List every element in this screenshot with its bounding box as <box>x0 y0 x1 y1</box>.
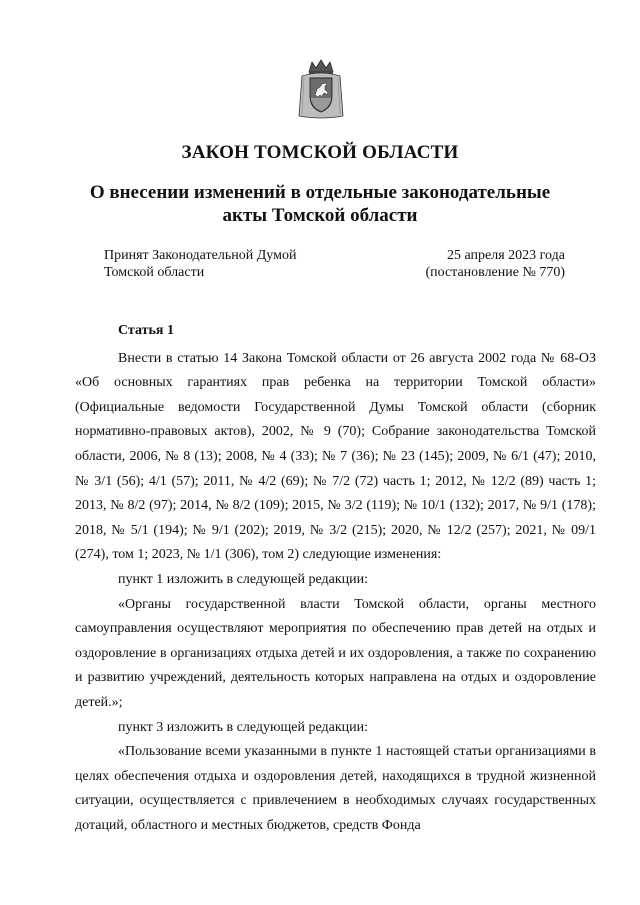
paragraph: пункт 3 изложить в следующей редакции: <box>118 719 368 735</box>
article-heading: Статья 1 <box>118 323 174 338</box>
adopted-by-line: Принят Законодательной Думой <box>104 248 297 263</box>
paragraph: Внести в статью 14 Закона Томской области от 26 августа 2002 года № 68-ОЗ «Об основных гарантиях прав ребенка на территории Томской области» (Официальные ведомости Государственной Думы Томской области (сборник нормативно-правовых актов), 2002, № 9 (70); Собрание законодательства Томской области, 2006, № 8 (13); 2008, № 4 (33); № 7 (36); № 23 (145); 2009, № 6/1 (47); 2010, № 3/1 (56); 4/1 (57); 2011, № 4/2 (69); № 7/2 (72) часть 1; 2012, № 12/2 (89) часть 1; 2013, № 8/2 (97); 2014, № 8/2 (109); 2015, № 3/2 (119); № 10/1 (132); 2017, № 9/1 (178); 2018, № 5/1 (194); № 9/1 (202); 2019, № 3/2 (215); 2020, № 12/2 (257); 2021, № 09/1 (274), том 1; 2023, № 1/1 (306), том 2) следующие изменения: <box>75 350 596 563</box>
law-subtitle <box>60 181 580 227</box>
law-title: ЗАКОН ТОМСКОЙ ОБЛАСТИ <box>181 142 459 163</box>
subtitle-line: акты Томской области <box>222 205 418 226</box>
law-body <box>75 319 596 838</box>
adoption-resolution-line: (постановление № 770) <box>425 265 565 280</box>
adopted-by-line: Томской области <box>104 265 205 280</box>
adoption-date-line: 25 апреля 2023 года <box>447 248 565 263</box>
subtitle-line: О внесении изменений в отдельные законодательные <box>89 182 551 203</box>
paragraph: пункт 1 изложить в следующей редакции: <box>118 571 368 587</box>
tomsk-region-coat-of-arms-icon <box>298 58 344 120</box>
adoption-date <box>425 247 565 281</box>
paragraph: «Органы государственной власти Томской области, органы местного самоуправления осуществляют мероприятия по обеспечению прав детей на отдых и оздоровление в организациях отдыха детей и их оздоровления, а также по сохранению и развитию учреждений, деятельность которых направлена на отдых и оздоровление детей.»; <box>75 596 596 710</box>
adopted-by <box>104 247 296 281</box>
paragraph: «Пользование всеми указанными в пункте 1 настоящей статьи организациями в целях обеспечения отдыха и оздоровления детей, находящихся в трудной жизненной ситуации, осуществляется с привлечением в необходимых случаях государственных дотаций, областного и местных бюджетов, средств Фонда <box>75 744 596 833</box>
